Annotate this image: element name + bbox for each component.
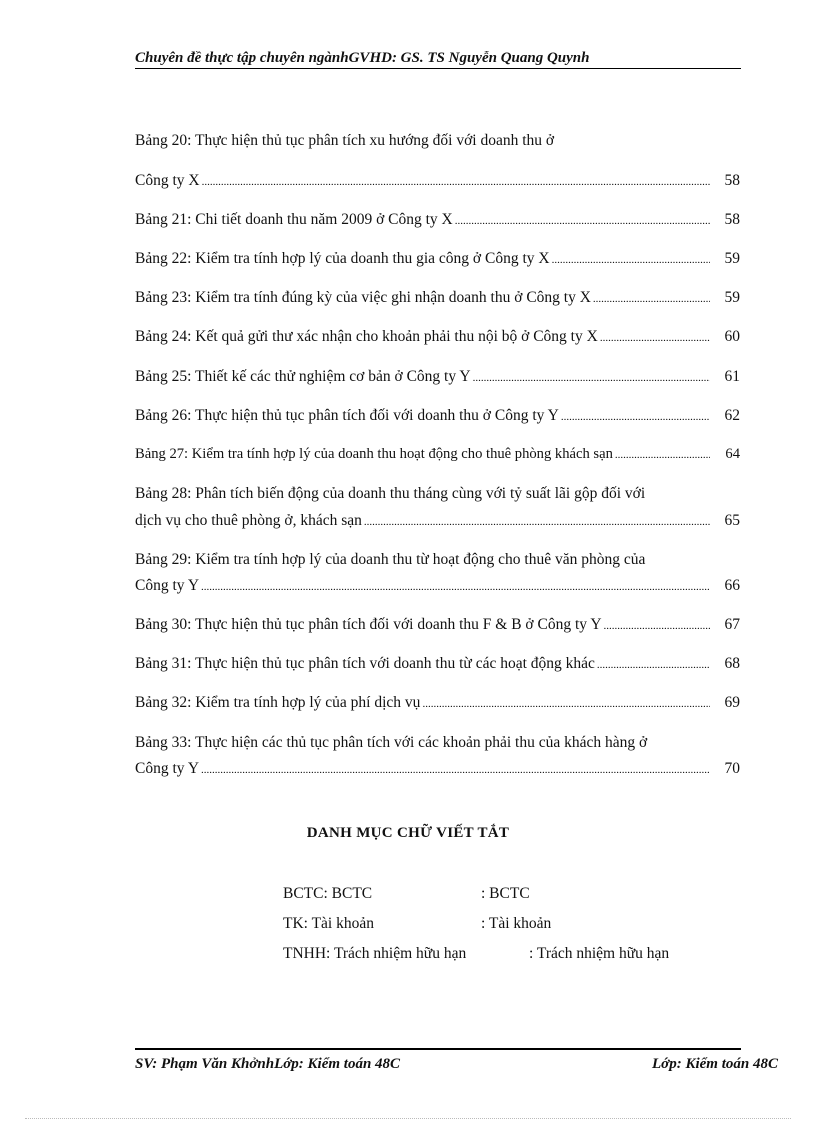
toc-entry-28a	[135, 485, 740, 507]
abbreviation-row	[283, 885, 530, 903]
footer-left: SV: Phạm Văn KhởnhLớp: Kiểm toán 48C	[135, 1056, 401, 1072]
abbreviation-row	[283, 915, 552, 933]
toc-entry-24	[135, 328, 740, 350]
toc-page-number: 62	[724, 407, 740, 424]
toc-entry-text: Bảng 30: Thực hiện thủ tục phân tích đối với doanh thu F & B ở Công ty Y	[135, 616, 602, 633]
toc-entry-text: Bảng 20: Thực hiện thủ tục phân tích xu hướng đối với doanh thu ở	[135, 132, 555, 149]
abbreviation-key: TNHH: Trách nhiệm hữu hạn	[283, 945, 467, 962]
abbreviation-value: : Trách nhiệm hữu hạn	[529, 945, 670, 962]
toc-entry-text: Bảng 31: Thực hiện thủ tục phân tích với doanh thu từ các hoạt động khác	[135, 655, 595, 672]
toc-entry-27	[135, 446, 740, 468]
toc-entry-text: Bảng 33: Thực hiện các thủ tục phân tích với các khoản phải thu của khách hàng ở	[135, 734, 648, 751]
abbreviation-value: : BCTC	[481, 885, 530, 902]
toc-entry-26	[135, 407, 740, 429]
toc-entry-20b	[135, 172, 740, 194]
toc-page-number: 70	[724, 760, 740, 777]
toc-entry-33b	[135, 760, 740, 782]
toc-entry-text: Bảng 28: Phân tích biến động của doanh thu tháng cùng với tỷ suất lãi gộp đối với	[135, 485, 646, 502]
toc-entry-32	[135, 694, 740, 716]
abbreviation-key: TK: Tài khoản	[283, 915, 374, 932]
toc-entry-text: Bảng 25: Thiết kế các thử nghiệm cơ bản ở Công ty Y	[135, 368, 471, 385]
toc-entry-29a	[135, 551, 740, 573]
toc-entry-28b	[135, 512, 740, 534]
toc-page-number: 66	[724, 577, 740, 594]
toc-entry-text: Bảng 21: Chi tiết doanh thu năm 2009 ở Công ty X	[135, 211, 453, 228]
toc-entry-text: Công ty X	[135, 172, 200, 189]
toc-entry-20a	[135, 132, 740, 154]
toc-entry-text: Công ty Y	[135, 577, 200, 594]
toc-page-number: 65	[724, 512, 740, 529]
toc-page-number: 67	[724, 616, 740, 633]
abbreviation-value: : Tài khoản	[481, 915, 552, 932]
toc-page-number: 59	[724, 250, 740, 267]
abbreviations-title: DANH MỤC CHỮ VIẾT TẮT	[306, 825, 510, 841]
footer-right: Lớp: Kiểm toán 48C	[652, 1056, 778, 1072]
toc-entry-25	[135, 368, 740, 390]
toc-page-number: 58	[724, 172, 740, 189]
page-bottom-border	[25, 1118, 791, 1119]
toc-entry-33a	[135, 734, 740, 756]
abbreviation-key: BCTC: BCTC	[283, 885, 373, 902]
page-header: Chuyên đề thực tập chuyên ngànhGVHD: GS. TS Nguyễn Quang Quynh	[135, 50, 741, 69]
toc-page-number: 60	[724, 328, 740, 345]
footer-divider	[135, 1048, 741, 1050]
toc-entry-text: Bảng 26: Thực hiện thủ tục phân tích đối với doanh thu ở Công ty Y	[135, 407, 559, 424]
toc-entry-text: dịch vụ cho thuê phòng ở, khách sạn	[135, 512, 362, 529]
toc-entry-text: Công ty Y	[135, 760, 200, 777]
toc-entry-text: Bảng 22: Kiểm tra tính hợp lý của doanh thu gia công ở Công ty X	[135, 250, 550, 267]
toc-entry-text: Bảng 24: Kết quả gửi thư xác nhận cho khoản phải thu nội bộ ở Công ty X	[135, 328, 598, 345]
toc-page-number: 59	[724, 289, 740, 306]
toc-entry-text: Bảng 23: Kiểm tra tính đúng kỳ của việc ghi nhận doanh thu ở Công ty X	[135, 289, 591, 306]
toc-page-number: 69	[724, 694, 740, 711]
toc-entry-22	[135, 250, 740, 272]
toc-entry-30	[135, 616, 740, 638]
toc-page-number: 61	[724, 368, 740, 385]
toc-page-number: 64	[725, 446, 740, 462]
toc-entry-text: Bảng 29: Kiểm tra tính hợp lý của doanh thu từ hoạt động cho thuê văn phòng của	[135, 551, 646, 568]
toc-page-number: 68	[724, 655, 740, 672]
toc-entry-21	[135, 211, 740, 233]
toc-entry-29b	[135, 577, 740, 599]
abbreviation-row	[283, 945, 670, 963]
toc-entry-text: Bảng 27: Kiểm tra tính hợp lý của doanh thu hoạt động cho thuê phòng khách sạn	[135, 446, 613, 462]
toc-entry-23	[135, 289, 740, 311]
toc-entry-31	[135, 655, 740, 677]
toc-entry-text: Bảng 32: Kiểm tra tính hợp lý của phí dịch vụ	[135, 694, 421, 711]
toc-page-number: 58	[724, 211, 740, 228]
